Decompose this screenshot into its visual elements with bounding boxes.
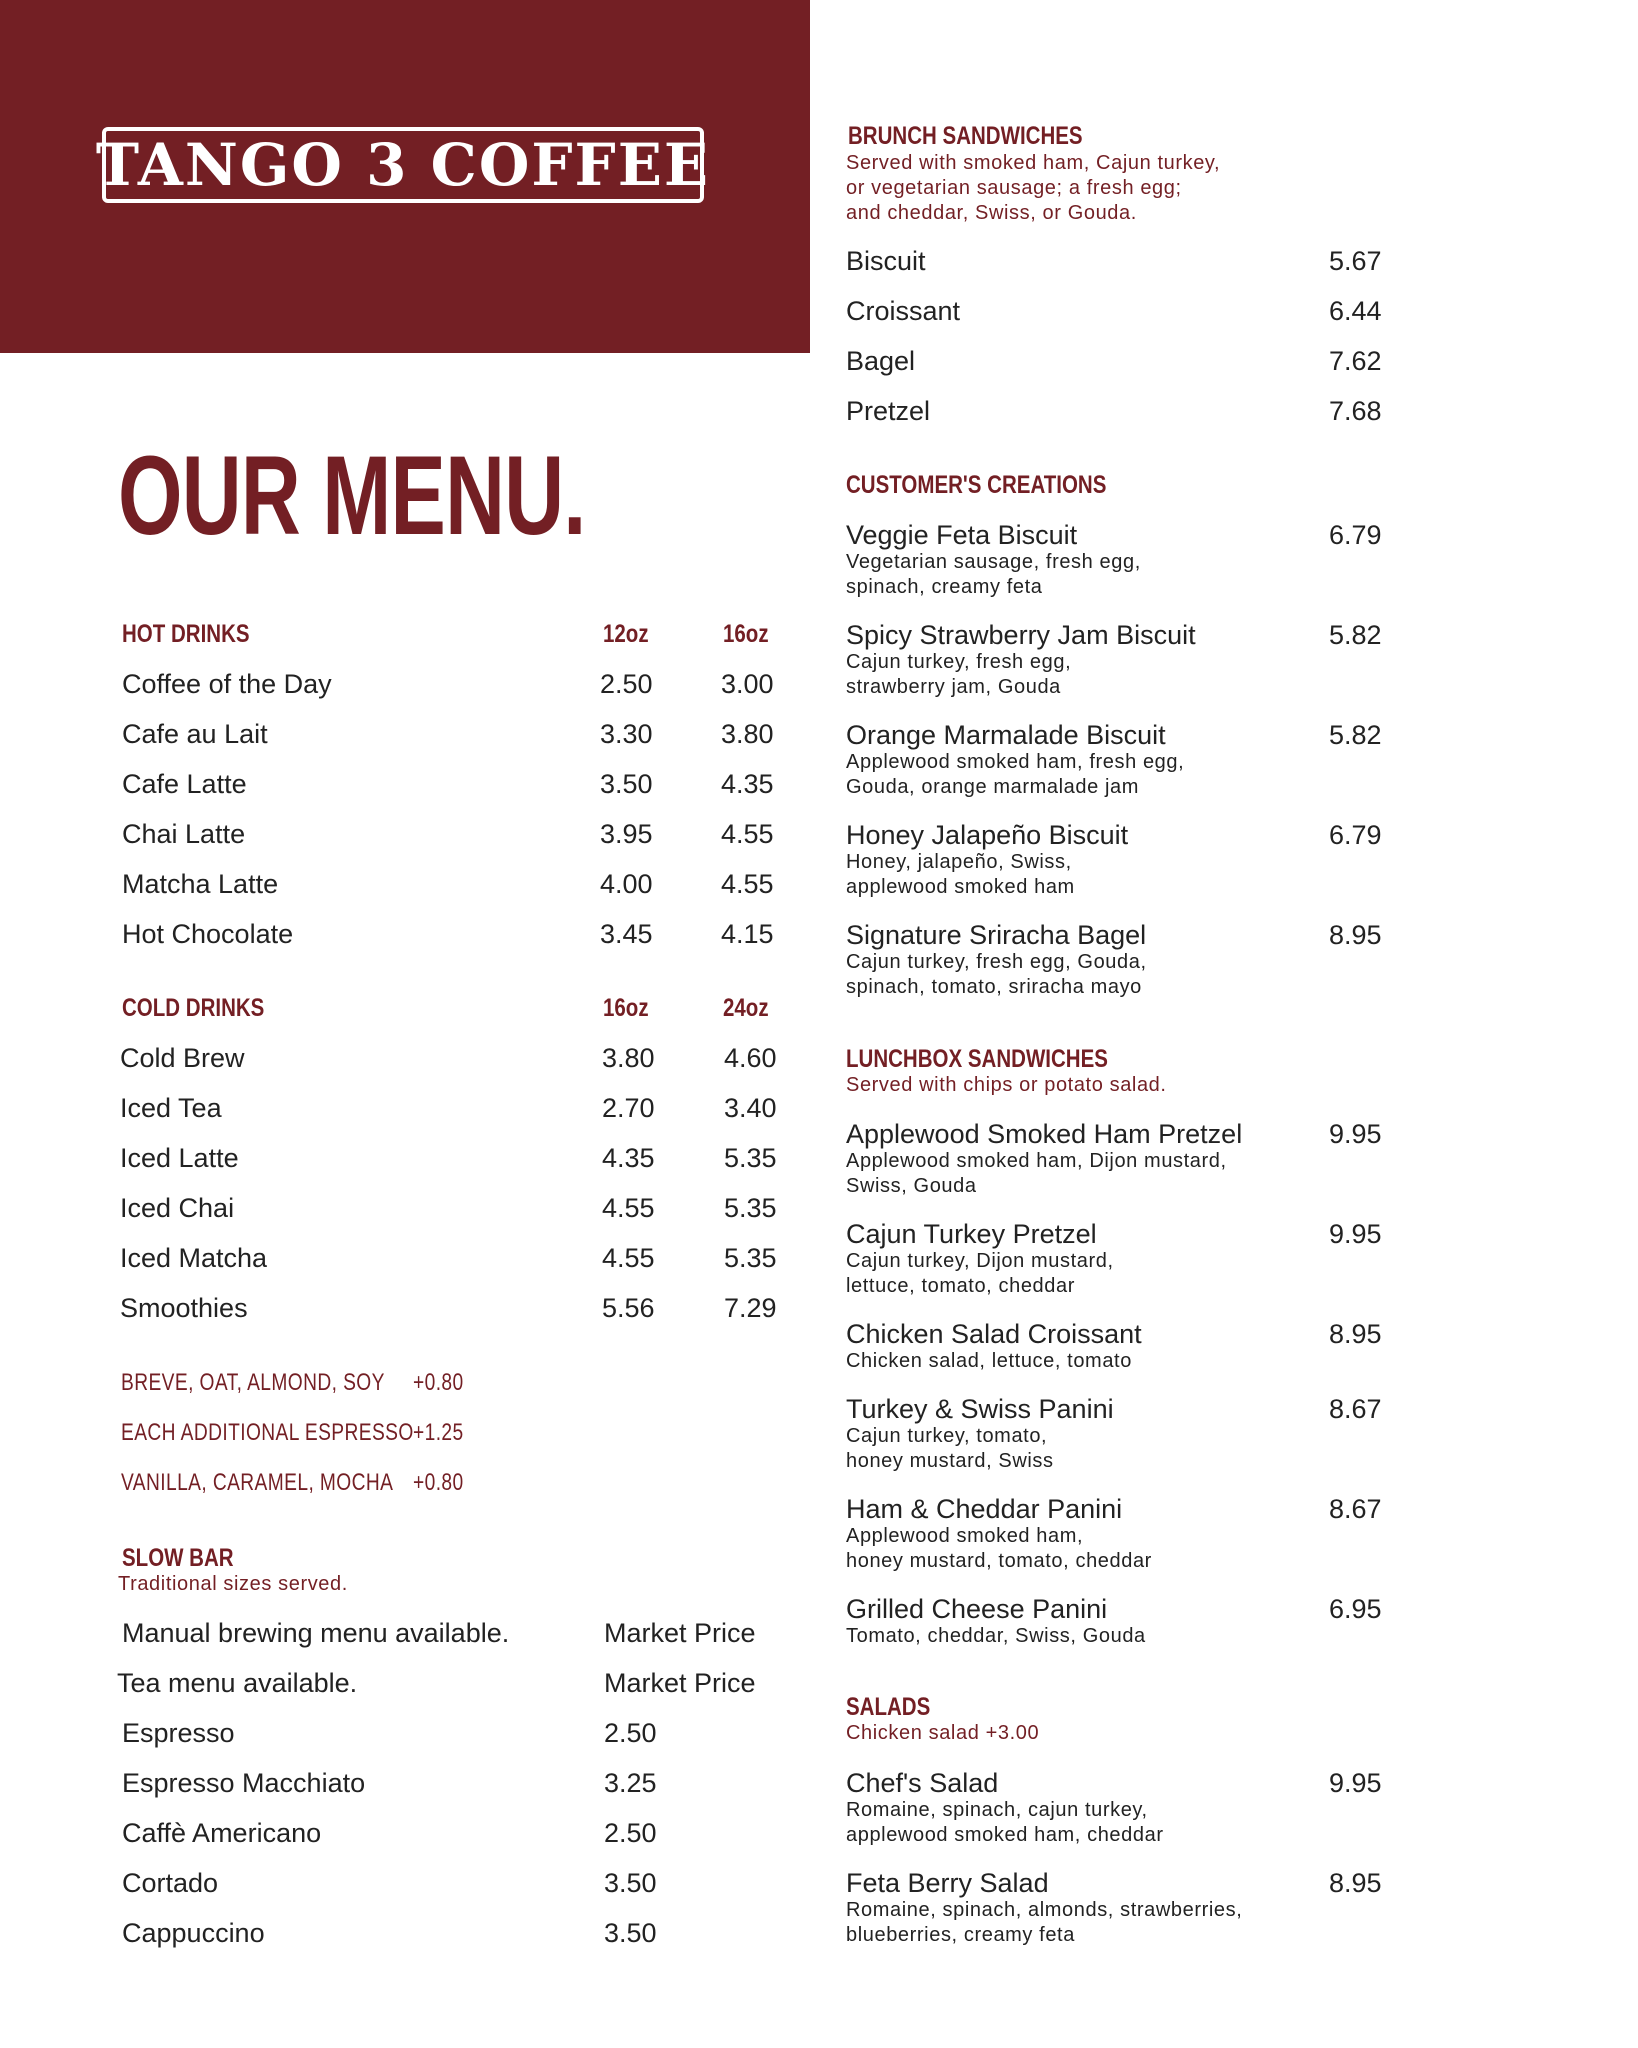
addon-name: EACH ADDITIONAL ESPRESSO bbox=[121, 1419, 414, 1446]
menu-item-price-small: 3.45 bbox=[600, 919, 653, 949]
menu-item-price-large: 5.35 bbox=[724, 1243, 777, 1273]
menu-item-price: 8.67 bbox=[1329, 1494, 1382, 1524]
menu-item-description: Vegetarian sausage, fresh egg, bbox=[846, 551, 1141, 573]
menu-item-name: Matcha Latte bbox=[122, 869, 279, 899]
menu-item-description: Honey, jalapeño, Swiss, bbox=[846, 851, 1072, 873]
menu-item-name: Iced Matcha bbox=[120, 1243, 268, 1273]
menu-item-name: Espresso bbox=[122, 1718, 235, 1748]
menu-item-price: 3.50 bbox=[604, 1918, 657, 1948]
menu-item-description: Cajun turkey, fresh egg, bbox=[846, 651, 1072, 673]
menu-item-price-small: 2.70 bbox=[602, 1093, 655, 1123]
menu-item-price: 9.95 bbox=[1329, 1219, 1382, 1249]
menu-item-name: Grilled Cheese Panini bbox=[846, 1594, 1108, 1624]
menu-item-name: Croissant bbox=[846, 296, 961, 326]
menu-item-price: 8.95 bbox=[1329, 920, 1382, 950]
menu-item-name: Applewood Smoked Ham Pretzel bbox=[846, 1119, 1243, 1149]
menu-item-description: honey mustard, tomato, cheddar bbox=[846, 1550, 1152, 1572]
menu-item-price: 9.95 bbox=[1329, 1768, 1382, 1798]
menu-item-description: spinach, creamy feta bbox=[846, 576, 1043, 598]
cold-drinks-heading: COLD DRINKS bbox=[122, 994, 265, 1022]
menu-item-description: spinach, tomato, sriracha mayo bbox=[846, 976, 1142, 998]
hot-drinks-size-large: 16oz bbox=[723, 620, 769, 648]
menu-item-description: Cajun turkey, tomato, bbox=[846, 1425, 1048, 1447]
menu-item-name: Cafe au Lait bbox=[122, 719, 268, 749]
hot-drinks-size-small: 12oz bbox=[603, 620, 649, 648]
menu-item-price: 6.79 bbox=[1329, 820, 1382, 850]
menu-item-price-large: 4.60 bbox=[724, 1043, 777, 1073]
menu-item-price-small: 4.00 bbox=[600, 869, 653, 899]
menu-item-price: Market Price bbox=[604, 1618, 756, 1648]
menu-item-price-small: 3.50 bbox=[600, 769, 653, 799]
menu-item-description: Gouda, orange marmalade jam bbox=[846, 776, 1140, 798]
menu-item-name: Iced Chai bbox=[120, 1193, 235, 1223]
menu-item-price: 7.62 bbox=[1329, 346, 1382, 376]
brand-logo bbox=[95, 127, 711, 203]
menu-item-description: applewood smoked ham, cheddar bbox=[846, 1824, 1164, 1846]
brunch-sandwiches-heading: BRUNCH SANDWICHES bbox=[848, 122, 1083, 150]
menu-item-description: Swiss, Gouda bbox=[846, 1175, 977, 1197]
brunch-sandwiches-subtitle-line: Served with smoked ham, Cajun turkey, bbox=[846, 152, 1221, 174]
menu-item-name: Spicy Strawberry Jam Biscuit bbox=[846, 620, 1196, 650]
menu-item-name: Veggie Feta Biscuit bbox=[846, 520, 1078, 550]
addon-name: VANILLA, CARAMEL, MOCHA bbox=[121, 1469, 394, 1496]
menu-item-name: Iced Latte bbox=[120, 1143, 239, 1173]
menu-item-name: Honey Jalapeño Biscuit bbox=[846, 820, 1129, 850]
cold-drinks-size-small: 16oz bbox=[603, 994, 649, 1022]
menu-item-price-large: 4.55 bbox=[721, 819, 774, 849]
menu-item-name: Bagel bbox=[846, 346, 916, 376]
menu-item-name: Cafe Latte bbox=[122, 769, 247, 799]
menu-item-price: 5.82 bbox=[1329, 620, 1382, 650]
menu-item-price: 8.67 bbox=[1329, 1394, 1382, 1424]
menu-item-description: Applewood smoked ham, bbox=[846, 1525, 1084, 1547]
menu-item-price: 8.95 bbox=[1329, 1868, 1382, 1898]
menu-item-description: Applewood smoked ham, fresh egg, bbox=[846, 751, 1185, 773]
menu-item-name: Cajun Turkey Pretzel bbox=[846, 1219, 1097, 1249]
menu-item-description: Chicken salad, lettuce, tomato bbox=[846, 1350, 1132, 1372]
menu-item-description: applewood smoked ham bbox=[846, 876, 1075, 898]
slow-bar-subtitle: Traditional sizes served. bbox=[118, 1573, 348, 1595]
menu-item-description: Applewood smoked ham, Dijon mustard, bbox=[846, 1150, 1227, 1172]
addon-price: +0.80 bbox=[413, 1469, 464, 1496]
salads-heading: SALADS bbox=[846, 1693, 931, 1721]
menu-item-price: 7.68 bbox=[1329, 396, 1382, 426]
menu-item-price-large: 4.15 bbox=[721, 919, 774, 949]
menu-item-price-small: 4.55 bbox=[602, 1193, 655, 1223]
menu-item-price-large: 7.29 bbox=[724, 1293, 777, 1323]
menu-item-price-small: 4.55 bbox=[602, 1243, 655, 1273]
menu-item-price-large: 5.35 bbox=[724, 1193, 777, 1223]
menu-item-price-large: 4.35 bbox=[721, 769, 774, 799]
menu-item-description: Romaine, spinach, cajun turkey, bbox=[846, 1799, 1148, 1821]
menu-item-name: Iced Tea bbox=[120, 1093, 222, 1123]
menu-item-price: 2.50 bbox=[604, 1818, 657, 1848]
menu-item-price: 3.50 bbox=[604, 1868, 657, 1898]
menu-item-name: Cold Brew bbox=[120, 1043, 245, 1073]
brunch-sandwiches-subtitle-line: and cheddar, Swiss, or Gouda. bbox=[846, 202, 1137, 224]
menu-item-name: Chai Latte bbox=[122, 819, 246, 849]
menu-item-description: Tomato, cheddar, Swiss, Gouda bbox=[846, 1625, 1146, 1647]
menu-item-name: Caffè Americano bbox=[122, 1818, 322, 1848]
menu-item-price-large: 3.80 bbox=[721, 719, 774, 749]
menu-item-price-small: 4.35 bbox=[602, 1143, 655, 1173]
menu-item-name: Feta Berry Salad bbox=[846, 1868, 1049, 1898]
menu-item-name: Biscuit bbox=[846, 246, 926, 276]
menu-item-price-large: 3.40 bbox=[724, 1093, 777, 1123]
menu-item-name: Orange Marmalade Biscuit bbox=[846, 720, 1166, 750]
lunchbox-sandwiches-subtitle: Served with chips or potato salad. bbox=[846, 1074, 1167, 1096]
menu-item-name: Smoothies bbox=[120, 1293, 248, 1323]
menu-item-price: 5.67 bbox=[1329, 246, 1382, 276]
slow-bar-heading: SLOW BAR bbox=[122, 1544, 234, 1572]
menu-item-price-small: 3.95 bbox=[600, 819, 653, 849]
menu-item-description: blueberries, creamy feta bbox=[846, 1924, 1075, 1946]
menu-item-price: 9.95 bbox=[1329, 1119, 1382, 1149]
menu-item-name: Chicken Salad Croissant bbox=[846, 1319, 1142, 1349]
header-banner bbox=[0, 0, 810, 353]
menu-item-price: 5.82 bbox=[1329, 720, 1382, 750]
menu-item-name: Manual brewing menu available. bbox=[122, 1618, 510, 1648]
menu-item-price-small: 3.80 bbox=[602, 1043, 655, 1073]
menu-item-name: Coffee of the Day bbox=[122, 669, 332, 699]
menu-item-price-small: 3.30 bbox=[600, 719, 653, 749]
menu-item-name: Signature Sriracha Bagel bbox=[846, 920, 1147, 950]
addon-name: BREVE, OAT, ALMOND, SOY bbox=[121, 1369, 385, 1396]
menu-item-description: lettuce, tomato, cheddar bbox=[846, 1275, 1075, 1297]
customers-creations-heading: CUSTOMER'S CREATIONS bbox=[846, 471, 1107, 499]
salads-subtitle: Chicken salad +3.00 bbox=[846, 1722, 1040, 1744]
menu-item-price-large: 3.00 bbox=[721, 669, 774, 699]
hot-drinks-heading: HOT DRINKS bbox=[122, 620, 250, 648]
menu-item-price: 6.79 bbox=[1329, 520, 1382, 550]
menu-item-name: Cappuccino bbox=[122, 1918, 265, 1948]
menu-item-name: Cortado bbox=[122, 1868, 219, 1898]
menu-item-name: Turkey & Swiss Panini bbox=[846, 1394, 1114, 1424]
menu-item-description: strawberry jam, Gouda bbox=[846, 676, 1061, 698]
menu-item-price: 3.25 bbox=[604, 1768, 657, 1798]
page-title: OUR MENU. bbox=[118, 433, 586, 558]
menu-item-price-large: 5.35 bbox=[724, 1143, 777, 1173]
menu-item-name: Tea menu available. bbox=[117, 1668, 358, 1698]
menu-item-price: 8.95 bbox=[1329, 1319, 1382, 1349]
menu-item-price-large: 4.55 bbox=[721, 869, 774, 899]
menu-item-description: Romaine, spinach, almonds, strawberries, bbox=[846, 1899, 1243, 1921]
menu-item-price-small: 5.56 bbox=[602, 1293, 655, 1323]
menu-item-name: Chef's Salad bbox=[846, 1768, 999, 1798]
addon-price: +0.80 bbox=[413, 1369, 464, 1396]
menu-item-price: 6.44 bbox=[1329, 296, 1382, 326]
menu-item-price: 6.95 bbox=[1329, 1594, 1382, 1624]
menu-item-name: Espresso Macchiato bbox=[122, 1768, 366, 1798]
menu-item-description: Cajun turkey, fresh egg, Gouda, bbox=[846, 951, 1147, 973]
menu-item-price-small: 2.50 bbox=[600, 669, 653, 699]
brand-logo-text: TANGO 3 COFFEE bbox=[95, 131, 711, 199]
menu-item-name: Hot Chocolate bbox=[122, 919, 294, 949]
menu-item-price: Market Price bbox=[604, 1668, 756, 1698]
cold-drinks-size-large: 24oz bbox=[723, 994, 769, 1022]
menu-item-name: Ham & Cheddar Panini bbox=[846, 1494, 1123, 1524]
menu-item-price: 2.50 bbox=[604, 1718, 657, 1748]
menu-item-description: honey mustard, Swiss bbox=[846, 1450, 1054, 1472]
menu-item-description: Cajun turkey, Dijon mustard, bbox=[846, 1250, 1114, 1272]
menu-item-name: Pretzel bbox=[846, 396, 931, 426]
lunchbox-sandwiches-heading: LUNCHBOX SANDWICHES bbox=[846, 1045, 1108, 1073]
brunch-sandwiches-subtitle-line: or vegetarian sausage; a fresh egg; bbox=[846, 177, 1182, 199]
addon-price: +1.25 bbox=[413, 1419, 464, 1446]
